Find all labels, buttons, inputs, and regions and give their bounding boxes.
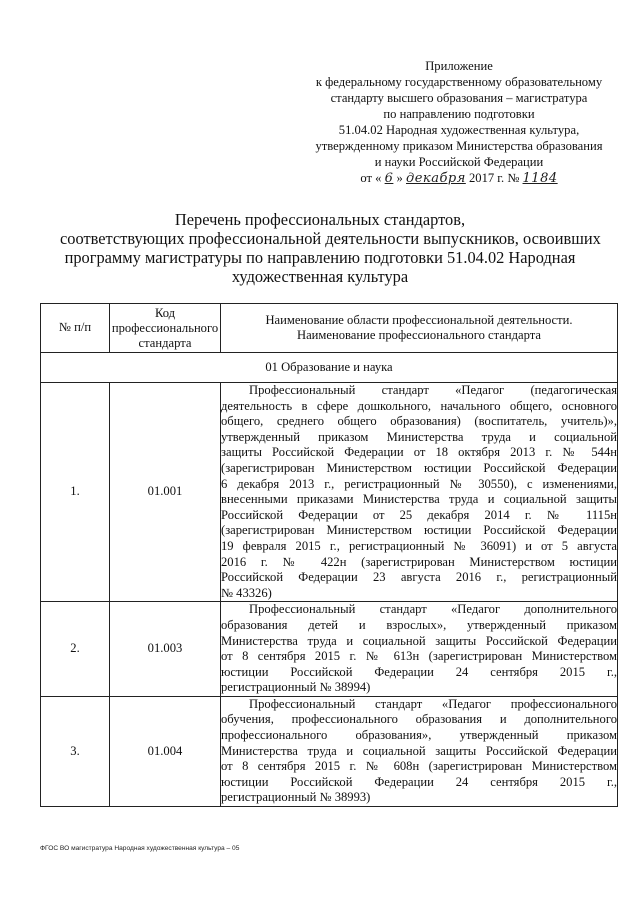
title-line: программу магистратуры по направлению подготовки 51.04.02 Народная: [64, 248, 576, 267]
section-title: 01 Образование и наука: [41, 353, 618, 383]
description-line: от 8 сентября 2015 г. № 608н (зарегистрирован Министерством: [221, 759, 617, 774]
title-line: соответствующих профессиональной деятельности выпускников, освоивших: [60, 229, 601, 248]
description-line: обучения, профессионального образования и дополнительного: [221, 712, 617, 727]
table-row: [41, 383, 618, 602]
description-line: 6 декабря 2013 г., регистрационный № 30550), с изменениями,: [221, 476, 617, 491]
row-number: 1.: [41, 383, 110, 602]
appendix-header: [300, 58, 618, 187]
description-line: внесенными приказами Министерства труда и социальной защиты: [221, 492, 617, 507]
description-line: № 43326): [221, 585, 272, 600]
description-line: утвержденный приказом Министерства труда и социальной: [221, 429, 617, 444]
header-name: [221, 304, 618, 353]
description-line: Российской Федерации от 25 декабря 2014 г. № 1115н: [221, 507, 617, 522]
section-row: [41, 353, 618, 383]
date-prefix: от «: [360, 171, 382, 185]
table-row: [41, 602, 618, 697]
standard-description: [221, 383, 618, 602]
appendix-line: стандарту высшего образования – магистратура: [330, 91, 588, 105]
page-footer: ФГОС ВО магистратура Народная художественная культура – 05: [40, 845, 240, 852]
standard-code: 01.001: [110, 383, 221, 602]
date-mid: »: [396, 171, 403, 185]
description-line: (зарегистрирован Министерством юстиции Российской Федерации: [221, 460, 617, 475]
description-line: регистрационный № 38993): [221, 790, 371, 805]
header-code-line: стандарта: [138, 335, 192, 350]
title-line: художественная культура: [231, 267, 409, 286]
description-line: профессионального образования», утвержденный приказом: [221, 728, 617, 743]
header-code-line: Код: [154, 305, 176, 320]
description-line: образования детей и взрослых», утвержденный приказом: [221, 617, 617, 632]
description-line: регистрационный № 38994): [221, 680, 371, 695]
document-title: [60, 210, 601, 286]
description-line: Российской Федерации 23 августа 2016 г., регистрационный: [221, 570, 617, 585]
handwritten-order-number: 1184: [522, 171, 558, 186]
table-row: [41, 696, 618, 806]
standard-code: 01.003: [110, 602, 221, 697]
appendix-line: утвержденному приказом Министерства образования: [315, 139, 603, 153]
appendix-line: по направлению подготовки: [383, 107, 535, 121]
date-year: 2017 г. №: [468, 171, 520, 185]
header-number: № п/п: [41, 304, 110, 353]
header-name-line: Наименование профессионального стандарта: [297, 328, 541, 342]
header-code-line: профессионального: [111, 320, 219, 335]
handwritten-day: 6: [384, 171, 394, 186]
handwritten-month: декабря: [406, 171, 466, 186]
title-line: Перечень профессиональных стандартов,: [174, 210, 466, 229]
appendix-line: к федеральному государственному образовательному: [315, 75, 603, 89]
row-number: 3.: [41, 696, 110, 806]
description-line: юстиции Российской Федерации 24 сентября 2015 г.,: [221, 664, 617, 679]
standard-code: 01.004: [110, 696, 221, 806]
appendix-line: и науки Российской Федерации: [374, 155, 544, 169]
standards-table: [40, 303, 618, 807]
description-line: Министерства труда и социальной защиты Российской Федерации: [221, 743, 617, 758]
table-header-row: [41, 304, 618, 353]
description-line: деятельность в сфере дошкольного, начального общего, основного: [221, 398, 617, 413]
description-line: (зарегистрирован Министерством юстиции Российской Федерации: [221, 523, 617, 538]
order-date-line: [300, 170, 618, 187]
description-line: 19 февраля 2015 г., регистрационный № 36091) и от 5 августа: [221, 538, 617, 553]
description-line: Министерства труда и социальной защиты Российской Федерации: [221, 633, 617, 648]
appendix-line: 51.04.02 Народная художественная культура,: [338, 123, 580, 137]
header-name-line: Наименование области профессиональной деятельности.: [265, 313, 573, 327]
row-number: 2.: [41, 602, 110, 697]
description-line: общего, среднего общего образования) (воспитатель, учитель)»,: [221, 414, 617, 429]
standard-description: [221, 602, 618, 697]
description-line: 2016 г. № 422н (зарегистрирован Министерством юстиции: [221, 554, 617, 569]
description-line: Профессиональный стандарт «Педагог профессионального: [249, 696, 617, 711]
standard-description: [221, 696, 618, 806]
description-line: Профессиональный стандарт «Педагог (педагогическая: [249, 383, 617, 397]
description-line: юстиции Российской Федерации 24 сентября 2015 г.,: [221, 774, 617, 789]
description-line: от 8 сентября 2015 г. № 613н (зарегистрирован Министерством: [221, 649, 617, 664]
description-line: защиты Российской Федерации от 18 октября 2013 г. № 544н: [221, 445, 617, 460]
header-code: [110, 304, 221, 353]
appendix-title: Приложение: [425, 59, 493, 73]
description-line: Профессиональный стандарт «Педагог дополнительного: [249, 602, 617, 617]
